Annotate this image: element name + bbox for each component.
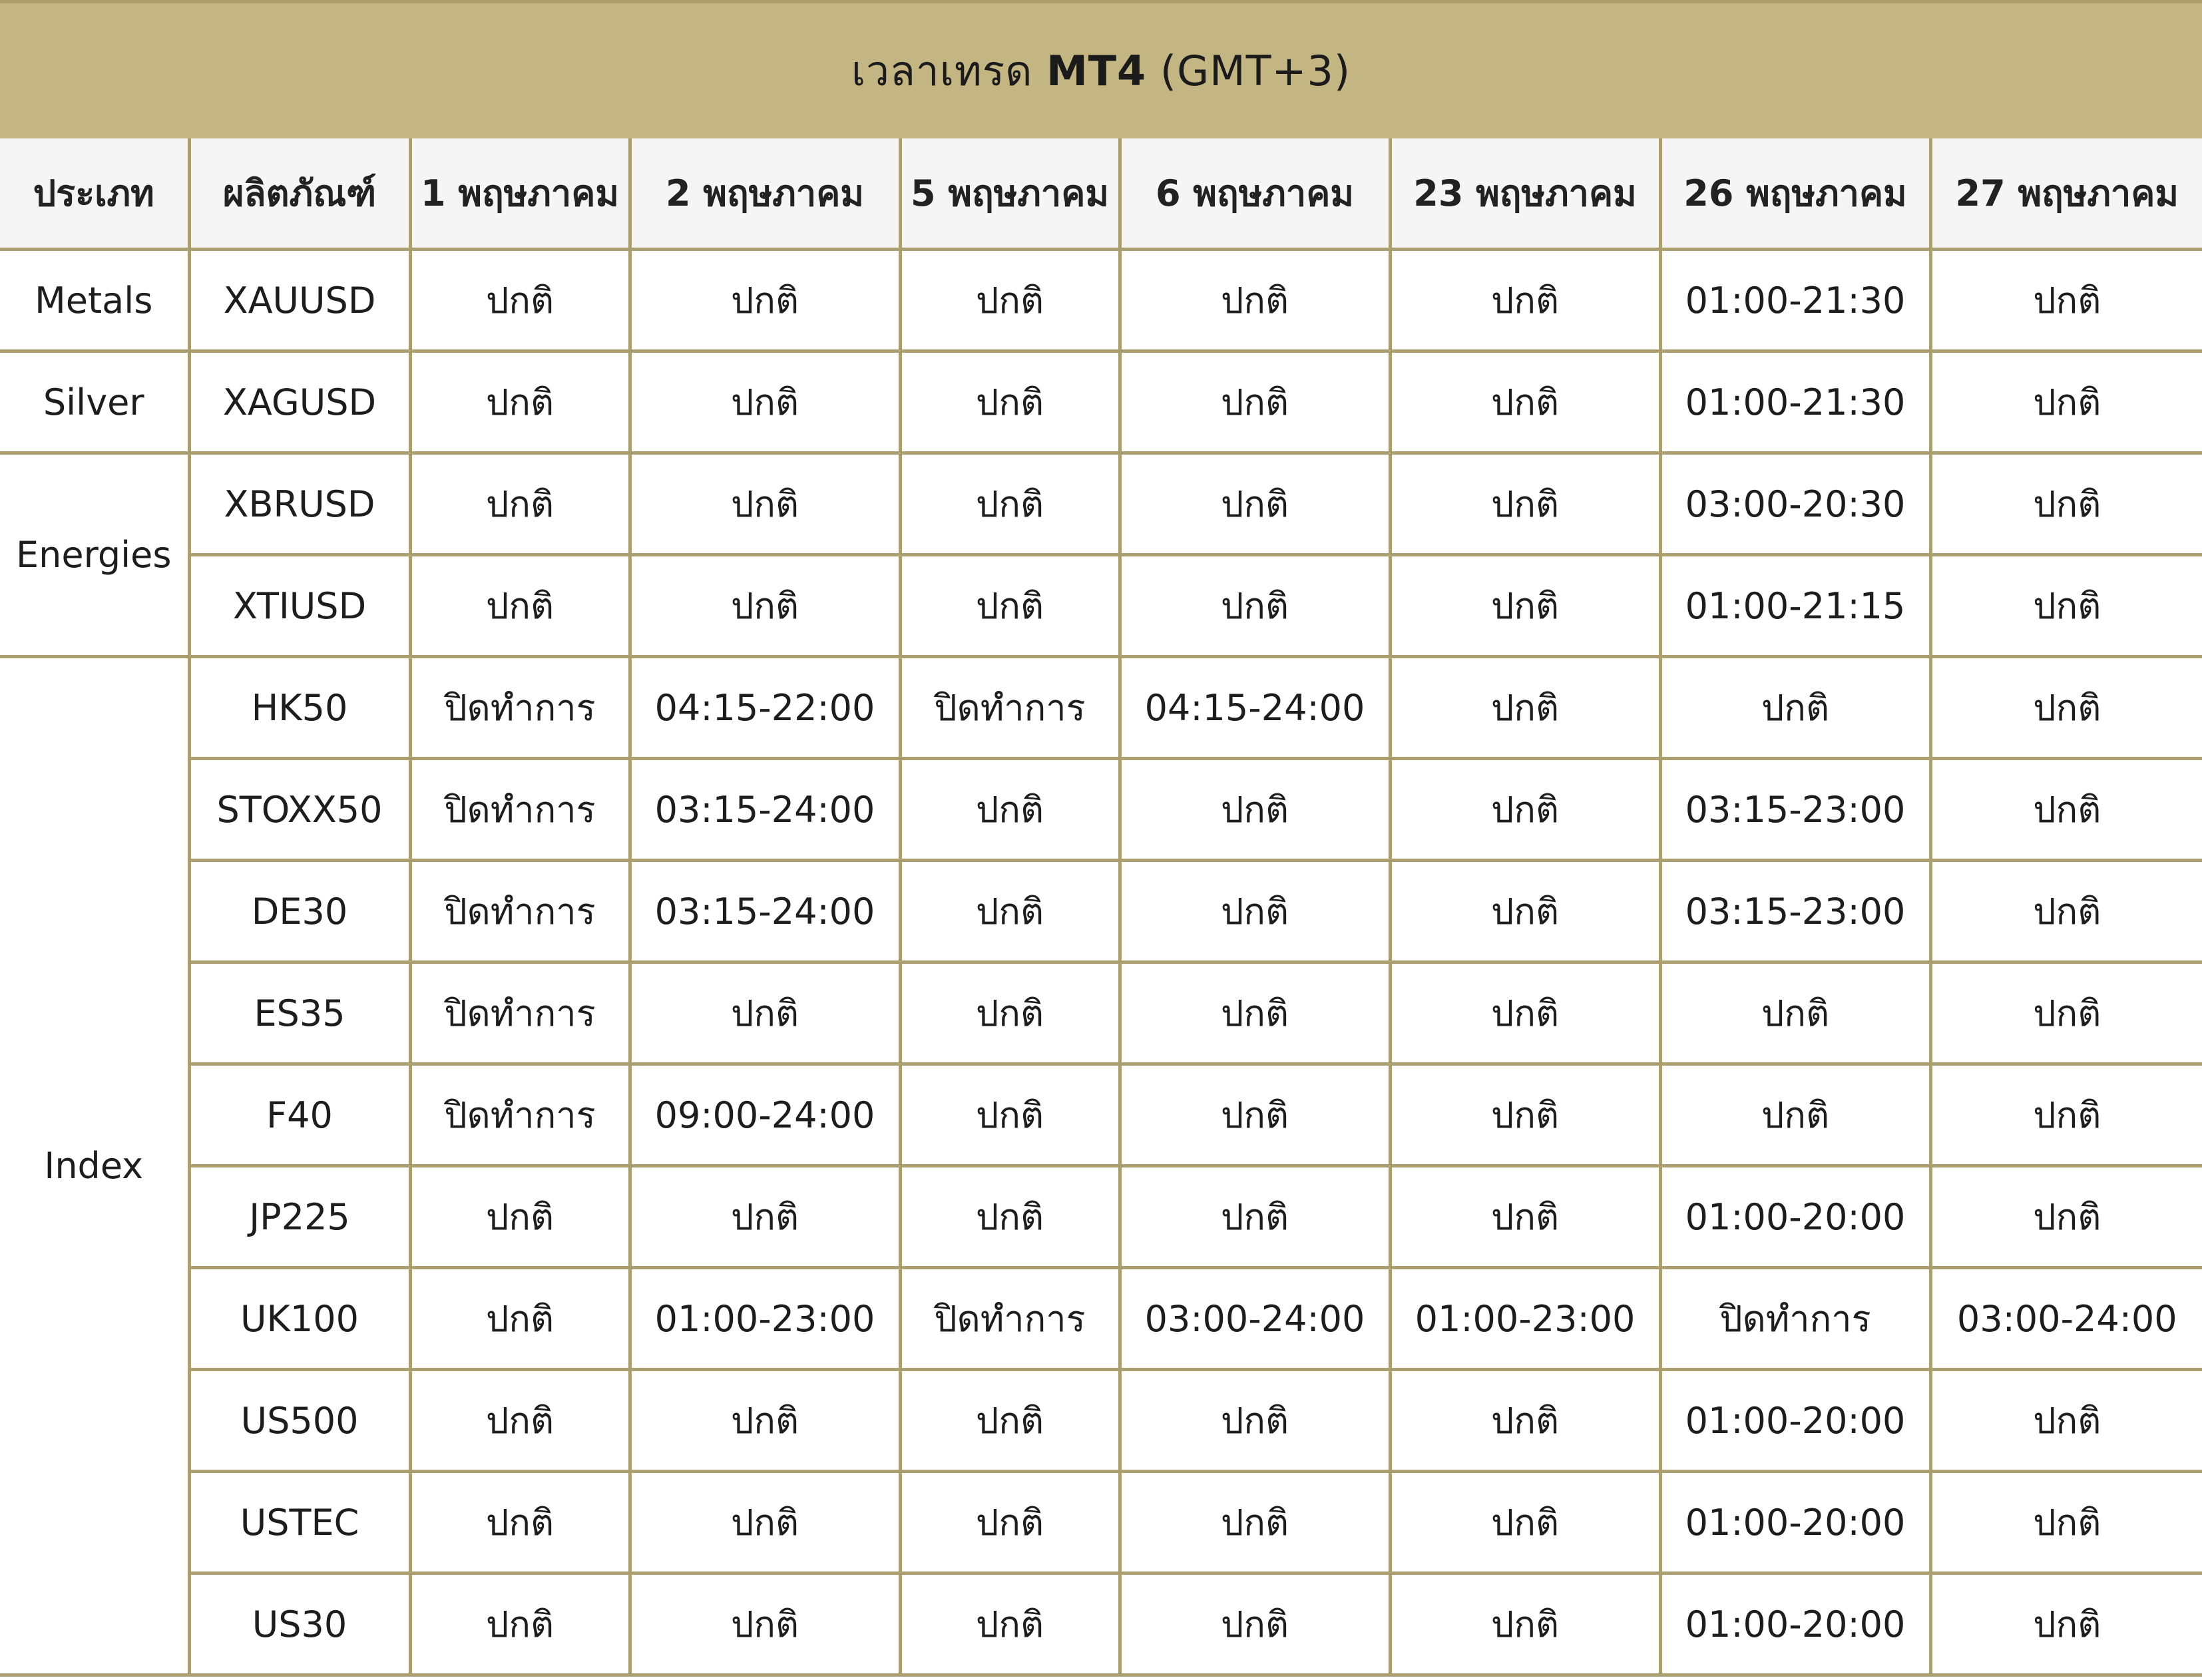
hours-cell: ปกติ [410,1370,630,1472]
product-cell: DE30 [189,861,410,962]
product-cell: XBRUSD [189,453,410,555]
hours-cell: ปกติ [1930,1166,2202,1268]
table-body [0,250,2202,1675]
product-cell: HK50 [189,657,410,759]
product-cell: XAUUSD [189,250,410,351]
hours-cell: ปกติ [1390,759,1660,861]
table-row [0,1268,2202,1370]
table-row [0,1472,2202,1574]
hours-cell: ปกติ [410,1472,630,1574]
hours-cell: ปกติ [630,962,900,1064]
hours-cell: ปกติ [1930,1472,2202,1574]
hours-cell: ปกติ [630,1370,900,1472]
hours-cell: ปิดทำการ [1660,1268,1930,1370]
product-cell: F40 [189,1064,410,1166]
hours-cell: 09:00-24:00 [630,1064,900,1166]
hours-cell: ปกติ [630,1166,900,1268]
hours-cell: 01:00-21:30 [1660,250,1930,351]
column-header-date: 2 พฤษภาคม [630,138,900,250]
type-cell: Metals [0,250,189,351]
column-header-date: 1 พฤษภาคม [410,138,630,250]
hours-cell: ปกติ [1930,657,2202,759]
table-row [0,1574,2202,1675]
hours-cell: 04:15-24:00 [1120,657,1390,759]
hours-cell: 01:00-23:00 [1390,1268,1660,1370]
table-row [0,250,2202,351]
column-header-product: ผลิตภัณฑ์ [189,138,410,250]
hours-cell: ปกติ [1120,1574,1390,1675]
hours-cell: ปกติ [1930,250,2202,351]
hours-cell: ปกติ [900,1574,1120,1675]
column-header-date: 5 พฤษภาคม [900,138,1120,250]
hours-cell: ปกติ [900,250,1120,351]
table-row [0,657,2202,759]
hours-cell: ปกติ [1390,962,1660,1064]
hours-cell: ปกติ [1120,453,1390,555]
hours-cell: 03:15-23:00 [1660,861,1930,962]
hours-cell: 03:00-24:00 [1930,1268,2202,1370]
hours-cell: ปกติ [1120,1064,1390,1166]
hours-cell: ปกติ [630,1472,900,1574]
hours-cell: ปกติ [1930,1370,2202,1472]
hours-cell: ปกติ [900,351,1120,453]
hours-cell: 01:00-21:30 [1660,351,1930,453]
hours-cell: ปกติ [1930,351,2202,453]
hours-cell: ปกติ [1120,1166,1390,1268]
hours-cell: ปกติ [900,1472,1120,1574]
product-cell: US30 [189,1574,410,1675]
trading-hours-table [0,138,2202,1677]
table-row [0,453,2202,555]
hours-cell: ปิดทำการ [410,962,630,1064]
column-header-date: 26 พฤษภาคม [1660,138,1930,250]
hours-cell: ปิดทำการ [900,657,1120,759]
hours-cell: ปกติ [410,453,630,555]
page-title [851,39,1351,104]
hours-cell: ปิดทำการ [900,1268,1120,1370]
hours-cell: ปกติ [1390,1370,1660,1472]
hours-cell: ปกติ [1390,1574,1660,1675]
hours-cell: ปิดทำการ [410,1064,630,1166]
column-header-type: ประเภท [0,138,189,250]
hours-cell: ปกติ [900,453,1120,555]
hours-cell: ปกติ [1390,250,1660,351]
hours-cell: ปกติ [900,1064,1120,1166]
hours-cell: ปกติ [1120,250,1390,351]
hours-cell: ปกติ [900,962,1120,1064]
product-cell: UK100 [189,1268,410,1370]
hours-cell: 04:15-22:00 [630,657,900,759]
table-row [0,555,2202,657]
hours-cell: ปกติ [410,1268,630,1370]
product-cell: XTIUSD [189,555,410,657]
hours-cell: ปกติ [410,250,630,351]
hours-cell: 01:00-20:00 [1660,1166,1930,1268]
hours-cell: ปกติ [1120,1472,1390,1574]
hours-cell: ปกติ [1930,1064,2202,1166]
table-row [0,1166,2202,1268]
hours-cell: ปกติ [1120,555,1390,657]
hours-cell: ปกติ [1120,759,1390,861]
hours-cell: 03:15-24:00 [630,861,900,962]
title-banner [0,0,2202,142]
column-header-date: 6 พฤษภาคม [1120,138,1390,250]
hours-cell: ปกติ [410,1166,630,1268]
product-cell: USTEC [189,1472,410,1574]
hours-cell: ปกติ [630,250,900,351]
table-row [0,1370,2202,1472]
hours-cell: ปกติ [1120,962,1390,1064]
hours-cell: ปกติ [900,555,1120,657]
hours-cell: ปิดทำการ [410,861,630,962]
hours-cell: ปกติ [630,351,900,453]
type-cell: Energies [0,453,189,657]
hours-cell: ปกติ [1930,555,2202,657]
hours-cell: ปกติ [1390,555,1660,657]
hours-cell: ปกติ [900,1370,1120,1472]
hours-cell: 01:00-21:15 [1660,555,1930,657]
column-header-date: 23 พฤษภาคม [1390,138,1660,250]
hours-cell: ปกติ [900,759,1120,861]
hours-cell: ปกติ [1930,861,2202,962]
title-prefix: เวลาเทรด [851,46,1033,95]
hours-cell: ปกติ [410,555,630,657]
hours-cell: ปกติ [1660,657,1930,759]
column-header-date: 27 พฤษภาคม [1930,138,2202,250]
hours-cell: ปกติ [1930,962,2202,1064]
table-row [0,351,2202,453]
hours-cell: ปกติ [1390,351,1660,453]
column-header-row [0,138,2202,250]
product-cell: STOXX50 [189,759,410,861]
hours-cell: ปกติ [1120,861,1390,962]
hours-cell: 03:00-20:30 [1660,453,1930,555]
table-row [0,861,2202,962]
product-cell: US500 [189,1370,410,1472]
hours-cell: ปกติ [410,351,630,453]
type-cell: Index [0,657,189,1675]
hours-cell: ปกติ [900,861,1120,962]
type-cell: Silver [0,351,189,453]
title-timezone: (GMT+3) [1160,46,1351,95]
hours-cell: ปกติ [630,1574,900,1675]
hours-cell: ปกติ [1930,453,2202,555]
table-row [0,759,2202,861]
hours-cell: 01:00-20:00 [1660,1574,1930,1675]
hours-cell: 03:15-23:00 [1660,759,1930,861]
hours-cell: 01:00-20:00 [1660,1370,1930,1472]
hours-cell: ปกติ [1390,1064,1660,1166]
hours-cell: ปกติ [1390,1166,1660,1268]
hours-cell: ปิดทำการ [410,759,630,861]
title-platform: MT4 [1046,46,1147,95]
hours-cell: 03:00-24:00 [1120,1268,1390,1370]
product-cell: ES35 [189,962,410,1064]
table-row [0,1064,2202,1166]
hours-cell: ปกติ [1660,1064,1930,1166]
hours-cell: ปกติ [1120,351,1390,453]
hours-cell: 01:00-23:00 [630,1268,900,1370]
hours-cell: ปกติ [1390,657,1660,759]
hours-cell: ปกติ [900,1166,1120,1268]
hours-cell: ปกติ [1930,1574,2202,1675]
hours-cell: ปกติ [1660,962,1930,1064]
table-row [0,962,2202,1064]
hours-cell: 03:15-24:00 [630,759,900,861]
hours-cell: ปกติ [630,453,900,555]
hours-cell: ปกติ [630,555,900,657]
hours-cell: ปิดทำการ [410,657,630,759]
product-cell: JP225 [189,1166,410,1268]
hours-cell: ปกติ [1390,861,1660,962]
hours-cell: ปกติ [1390,453,1660,555]
hours-cell: ปกติ [410,1574,630,1675]
hours-cell: ปกติ [1390,1472,1660,1574]
hours-cell: 01:00-20:00 [1660,1472,1930,1574]
product-cell: XAGUSD [189,351,410,453]
hours-cell: ปกติ [1930,759,2202,861]
hours-cell: ปกติ [1120,1370,1390,1472]
